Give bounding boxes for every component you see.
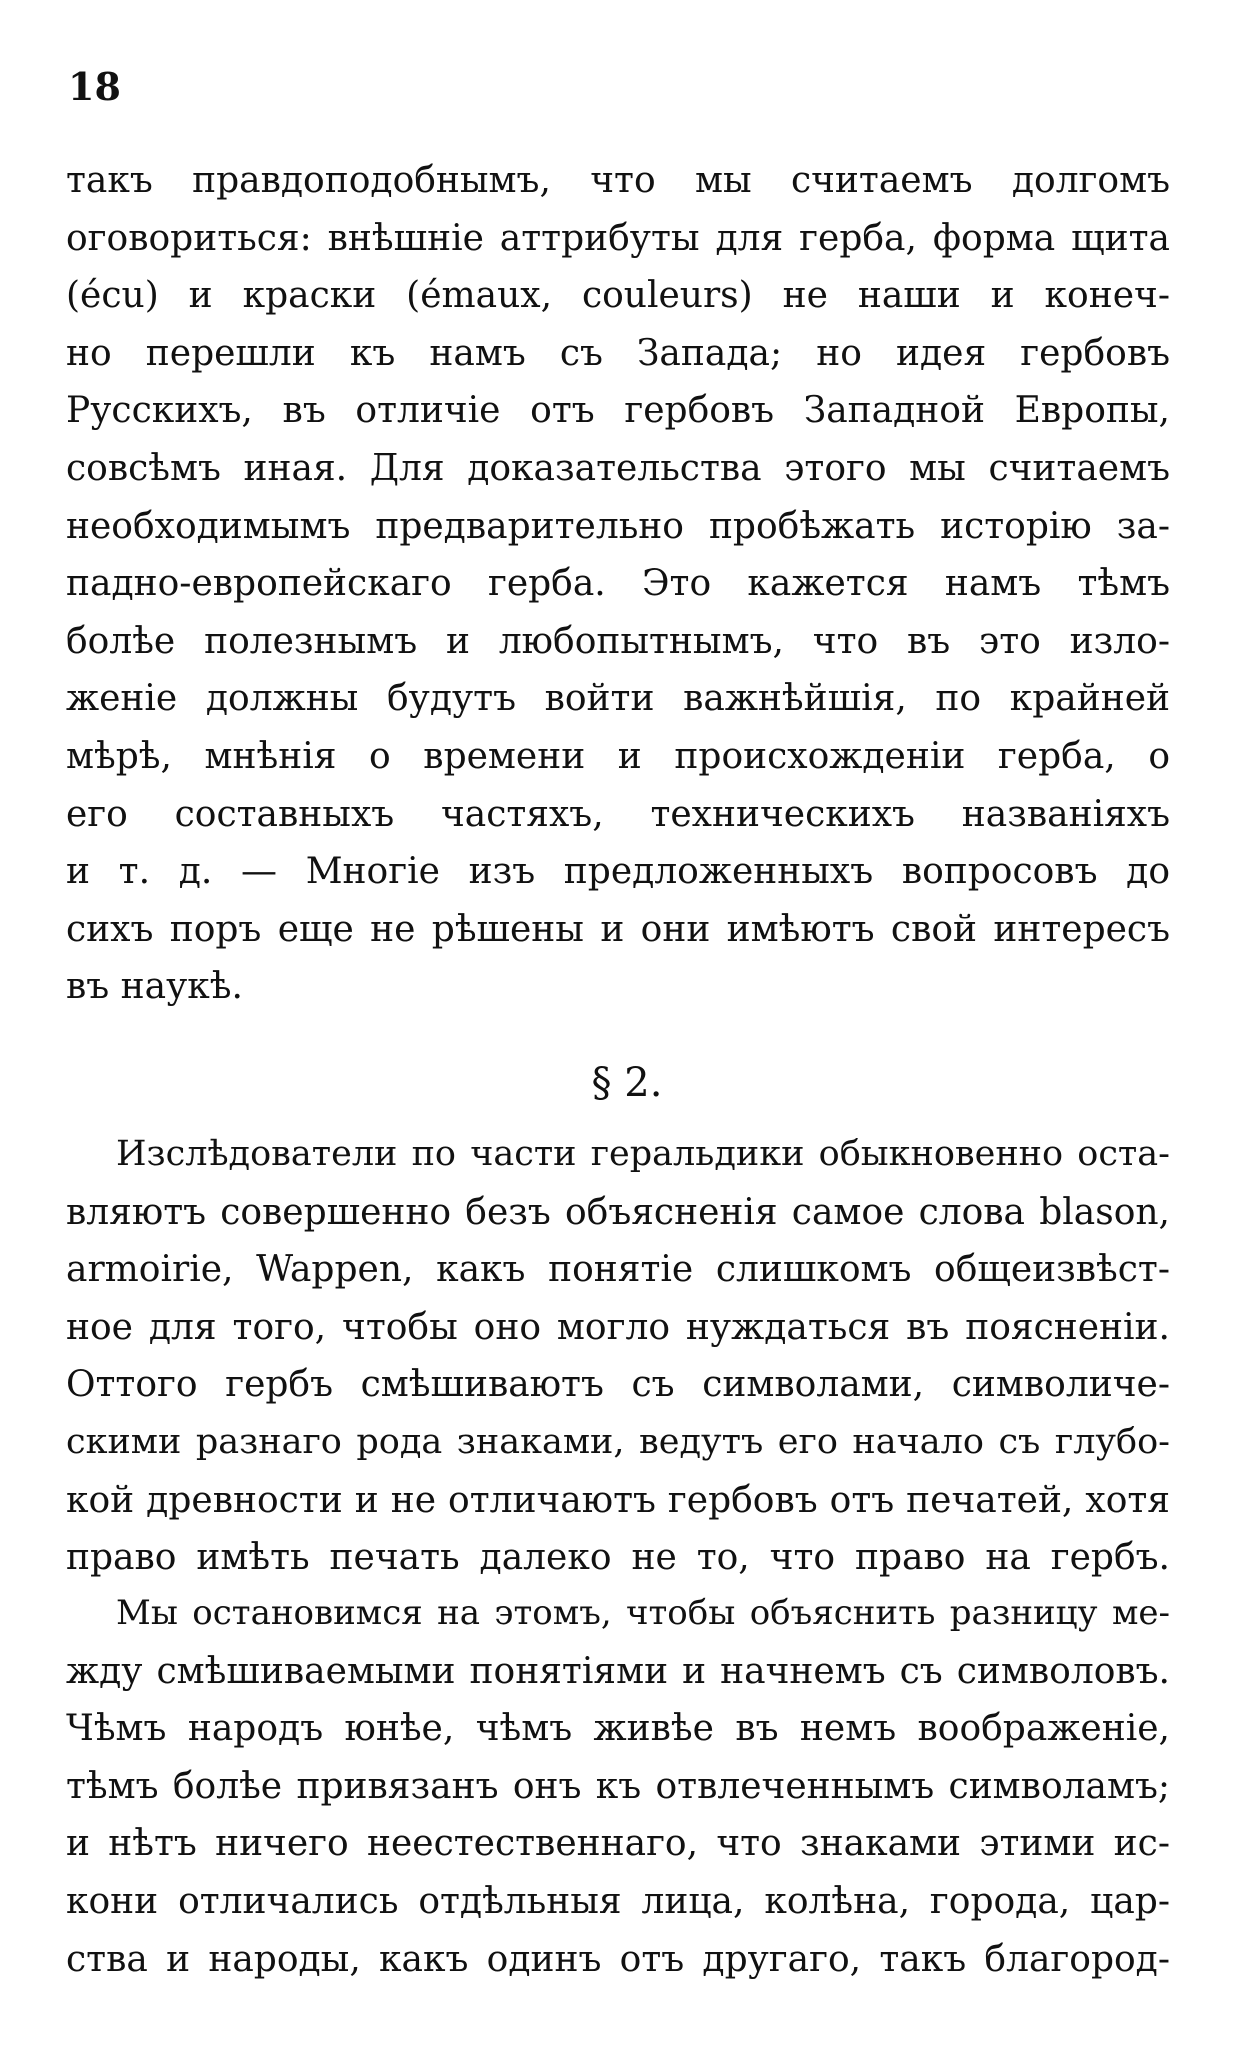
paragraph-2: [66, 1126, 1170, 1587]
text-line: тѣмъ болѣе привязанъ онъ къ отвлеченнымъ символамъ;: [66, 1765, 1170, 1807]
text-line: право имѣть печать далеко не то, что право на гербъ.: [66, 1537, 1170, 1579]
text-line: (écu) и краски (émaux, couleurs) не наши и конеч-: [66, 275, 1170, 317]
text-line: женіе должны будутъ войти важнѣйшія, по крайней: [66, 678, 1170, 720]
text-line: его составныхъ частяхъ, техническихъ названіяхъ: [66, 793, 1170, 835]
text-line: оговориться: внѣшніе аттрибуты для герба, форма щита: [66, 217, 1170, 259]
text-line-last: въ наукѣ.: [66, 966, 243, 1008]
text-line: болѣе полезнымъ и любопытнымъ, что въ это изло-: [66, 620, 1170, 662]
text-line: Оттого гербъ смѣшиваютъ съ символами, символиче-: [66, 1364, 1170, 1406]
text-line: кони отличались отдѣльныя лица, колѣна, города, цар-: [66, 1880, 1170, 1922]
text-line: и т. д. — Многіе изъ предложенныхъ вопросовъ до: [66, 851, 1170, 893]
text-line: падно-европейскаго герба. Это кажется намъ тѣмъ: [66, 563, 1170, 605]
paragraph-3: [66, 1585, 1170, 1988]
text-line: Чѣмъ народъ юнѣе, чѣмъ живѣе въ немъ воображеніе,: [66, 1708, 1170, 1750]
text-line: необходимымъ предварительно пробѣжать исторію за-: [66, 505, 1170, 547]
text-line: и нѣтъ ничего неестественнаго, что знаками этими ис-: [66, 1823, 1170, 1865]
paragraph-1: [66, 152, 1170, 1016]
text-line: мѣрѣ, мнѣнія о времени и происхожденіи герба, о: [66, 735, 1170, 777]
text-line-first: Изслѣдователи по части геральдики обыкновенно оста-: [116, 1134, 1170, 1174]
text-line: Русскихъ, въ отличіе отъ гербовъ Западной Европы,: [66, 390, 1170, 432]
text-line: совсѣмъ иная. Для доказательства этого мы считаемъ: [66, 447, 1170, 489]
text-line: сихъ поръ еще не рѣшены и они имѣютъ свой интересъ: [66, 908, 1170, 950]
text-line: вляютъ совершенно безъ объясненія самое слова blason,: [66, 1191, 1170, 1233]
text-line: armoirie, Wappen, какъ понятіе слишкомъ общеизвѣст-: [66, 1249, 1170, 1291]
text-line: ства и народы, какъ одинъ отъ другаго, такъ благород-: [66, 1938, 1170, 1980]
text-line-first: Мы остановимся на этомъ, чтобы объяснить разницу ме-: [116, 1593, 1170, 1633]
page-number: 18: [68, 64, 121, 109]
text-line: ное для того, чтобы оно могло нуждаться въ поясненіи.: [66, 1306, 1170, 1348]
text-line: кой древности и не отличаютъ гербовъ отъ печатей, хотя: [66, 1479, 1170, 1521]
text-line: такъ правдоподобнымъ, что мы считаемъ долгомъ: [66, 160, 1170, 201]
text-line: жду смѣшиваемыми понятіями и начнемъ съ символовъ.: [66, 1650, 1170, 1692]
text-line: но перешли къ намъ съ Запада; но идея гербовъ: [66, 332, 1170, 374]
section-heading: § 2.: [591, 1060, 663, 1106]
text-line: скими разнаго рода знаками, ведутъ его начало съ глубо-: [66, 1421, 1170, 1462]
